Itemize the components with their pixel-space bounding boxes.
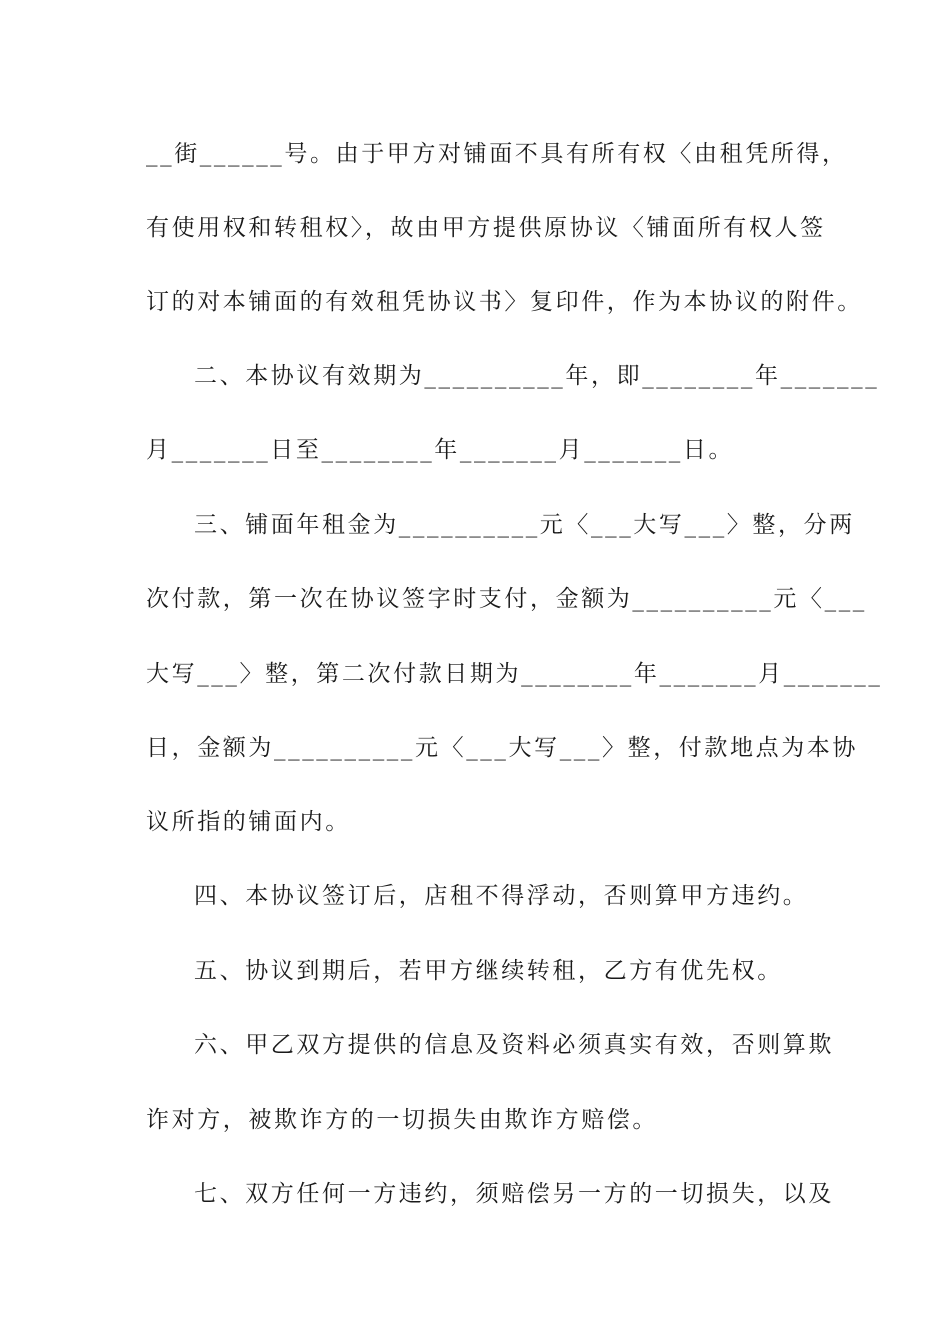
text-line: 议所指的铺面内。 <box>146 809 351 835</box>
clause-6-line: 六、甲乙双方提供的信息及资料必须真实有效，否则算欺 <box>194 1032 834 1058</box>
clause-7-line: 七、双方任何一方违约，须赔偿另一方的一切损失，以及 <box>194 1181 834 1207</box>
clause-5-line: 五、协议到期后，若甲方继续转租，乙方有优先权。 <box>194 958 783 984</box>
text-line: 订的对本铺面的有效租凭协议书〉复印件，作为本协议的附件。 <box>146 289 863 315</box>
text-line: 次付款，第一次在协议签字时支付，金额为__________元〈___ <box>146 586 867 612</box>
text-line: 大写___〉整，第二次付款日期为________年_______月_______ <box>146 661 883 687</box>
text-line: 诈对方，被欺诈方的一切损失由欺诈方赔偿。 <box>146 1107 658 1133</box>
clause-4-line: 四、本协议签订后，店租不得浮动，否则算甲方违约。 <box>194 883 809 909</box>
text-line: 月_______日至________年_______月_______日。 <box>146 437 735 463</box>
text-line: 有使用权和转租权〉，故由甲方提供原协议〈铺面所有权人签 <box>146 215 826 241</box>
clause-2-line: 二、本协议有效期为__________年，即________年_______ <box>194 363 880 389</box>
text-line: 日，金额为__________元〈___大写___〉整，付款地点为本协 <box>146 735 858 761</box>
clause-3-line: 三、铺面年租金为__________元〈___大写___〉整，分两 <box>194 512 855 538</box>
text-line: __街______号。由于甲方对铺面不具有所有权〈由租凭所得， <box>146 141 848 167</box>
